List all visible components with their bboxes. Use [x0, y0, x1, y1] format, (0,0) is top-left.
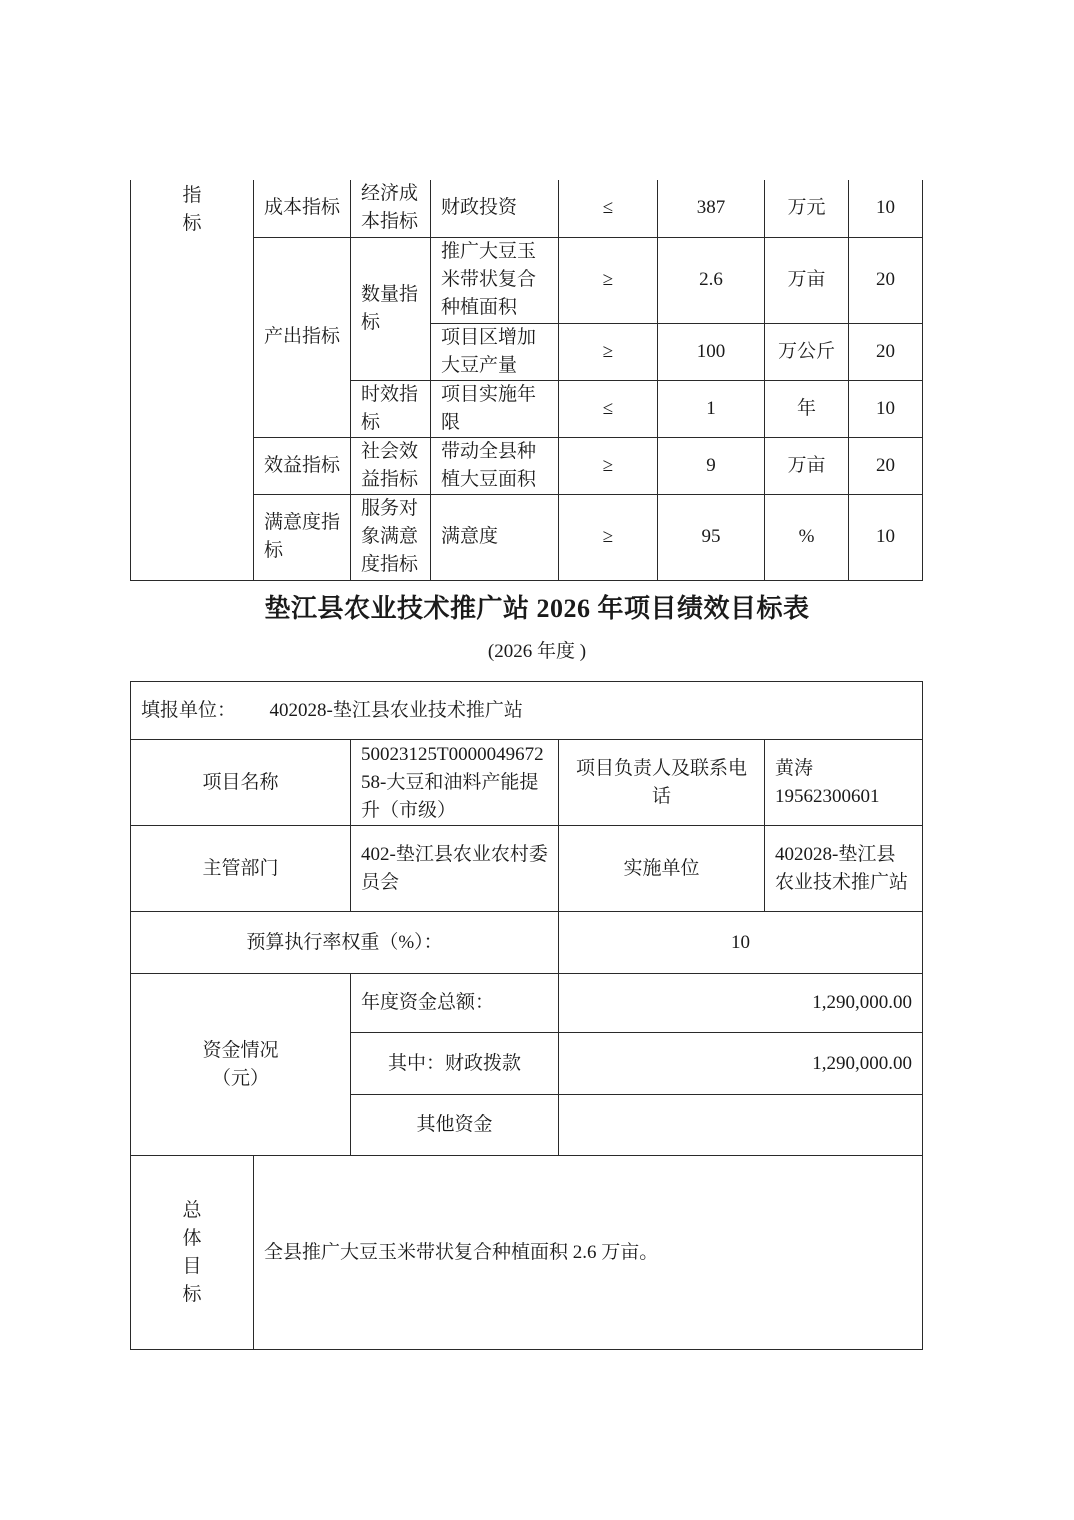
- indicator-weight: 20: [849, 237, 923, 323]
- annual-total-label: 年度资金总额：: [351, 974, 559, 1033]
- indicator-weight: 10: [849, 180, 923, 237]
- goal-label-char: 体: [182, 1227, 202, 1249]
- level3-indicator: 服务对象满意度指标: [351, 494, 431, 580]
- level3-indicator: 经济成本指标: [351, 180, 431, 237]
- dept-label: 主管部门: [131, 826, 351, 912]
- level1-indicator-label: 指 标: [182, 185, 202, 234]
- project-name-label: 项目名称: [131, 740, 351, 826]
- indicator-name: 项目区增加大豆产量: [431, 323, 559, 380]
- table-row: [131, 740, 923, 826]
- budget-rate-label: 预算执行率权重（%）：: [131, 912, 559, 974]
- indicator-operator: ≥: [559, 323, 658, 380]
- goal-label-char: 目: [182, 1255, 202, 1277]
- contact-label: 项目负责人及联系电话: [559, 740, 765, 826]
- performance-target-table: [130, 681, 923, 1350]
- overall-goal-label: [131, 1156, 254, 1350]
- contact-phone: 19562300601: [775, 785, 880, 807]
- table-row: [131, 826, 923, 912]
- indicator-weight: 20: [849, 323, 923, 380]
- fiscal-allocation-value: 1,290,000.00: [559, 1033, 923, 1095]
- dept-value: 402-垫江县农业农村委员会: [351, 826, 559, 912]
- level3-indicator: 社会效益指标: [351, 437, 431, 494]
- indicator-name: 推广大豆玉米带状复合种植面积: [431, 237, 559, 323]
- goal-label-char: 总: [182, 1199, 202, 1221]
- document-title: 垫江县农业技术推广站 2026 年项目绩效目标表: [264, 594, 810, 623]
- indicator-table: [130, 180, 923, 581]
- table-row: [131, 974, 923, 1033]
- document-subtitle: (2026 年度 ): [487, 641, 587, 662]
- indicator-name: 财政投资: [431, 180, 559, 237]
- reporting-unit-cell: [131, 682, 923, 740]
- indicator-value: 100: [658, 323, 765, 380]
- indicator-operator: ≥: [559, 237, 658, 323]
- level2-indicator: 效益指标: [254, 437, 351, 494]
- impl-unit-value: 402028-垫江县农业技术推广站: [765, 826, 923, 912]
- level1-indicator-cell: [131, 180, 254, 580]
- indicator-operator: ≥: [559, 494, 658, 580]
- indicator-unit: 年: [765, 380, 849, 437]
- indicator-weight: 10: [849, 380, 923, 437]
- indicator-name: 带动全县种植大豆面积: [431, 437, 559, 494]
- budget-rate-value: 10: [559, 912, 923, 974]
- reporting-unit-label: 填报单位：: [141, 699, 237, 721]
- indicator-value: 2.6: [658, 237, 765, 323]
- indicator-value: 1: [658, 380, 765, 437]
- indicator-name: 项目实施年限: [431, 380, 559, 437]
- level3-indicator: 时效指标: [351, 380, 431, 437]
- overall-goal-value: 全县推广大豆玉米带状复合种植面积 2.6 万亩。: [254, 1156, 923, 1350]
- indicator-unit: 万公斤: [765, 323, 849, 380]
- funds-unit: （元）: [211, 1067, 269, 1089]
- level3-indicator: 数量指标: [351, 237, 431, 380]
- other-funds-value: [559, 1095, 923, 1156]
- indicator-value: 95: [658, 494, 765, 580]
- fiscal-allocation-label: 其中：财政拨款: [351, 1033, 559, 1095]
- indicator-unit: 万元: [765, 180, 849, 237]
- contact-name: 黄涛: [775, 757, 814, 779]
- indicator-weight: 10: [849, 494, 923, 580]
- indicator-operator: ≥: [559, 437, 658, 494]
- indicator-value: 387: [658, 180, 765, 237]
- indicator-weight: 20: [849, 437, 923, 494]
- indicator-unit: 万亩: [765, 437, 849, 494]
- level2-indicator: 成本指标: [254, 180, 351, 237]
- table-row: [131, 1156, 923, 1350]
- table-row: [131, 180, 923, 237]
- indicator-unit: 万亩: [765, 237, 849, 323]
- impl-unit-label: 实施单位: [559, 826, 765, 912]
- contact-value: [765, 740, 923, 826]
- reporting-unit-value: 402028-垫江县农业技术推广站: [269, 699, 523, 721]
- indicator-name: 满意度: [431, 494, 559, 580]
- level2-indicator: 产出指标: [254, 237, 351, 437]
- table-row: [131, 912, 923, 974]
- funds-label-cell: [131, 974, 351, 1156]
- project-name-value: 50023125T000004967258-大豆和油料产能提升（市级）: [351, 740, 559, 826]
- indicator-operator: ≤: [559, 180, 658, 237]
- indicator-unit: %: [765, 494, 849, 580]
- indicator-value: 9: [658, 437, 765, 494]
- annual-total-value: 1,290,000.00: [559, 974, 923, 1033]
- funds-label: 资金情况: [202, 1039, 279, 1061]
- table-row: [131, 682, 923, 740]
- level2-indicator: 满意度指标: [254, 494, 351, 580]
- goal-label-char: 标: [182, 1283, 202, 1305]
- indicator-operator: ≤: [559, 380, 658, 437]
- other-funds-label: 其他资金: [351, 1095, 559, 1156]
